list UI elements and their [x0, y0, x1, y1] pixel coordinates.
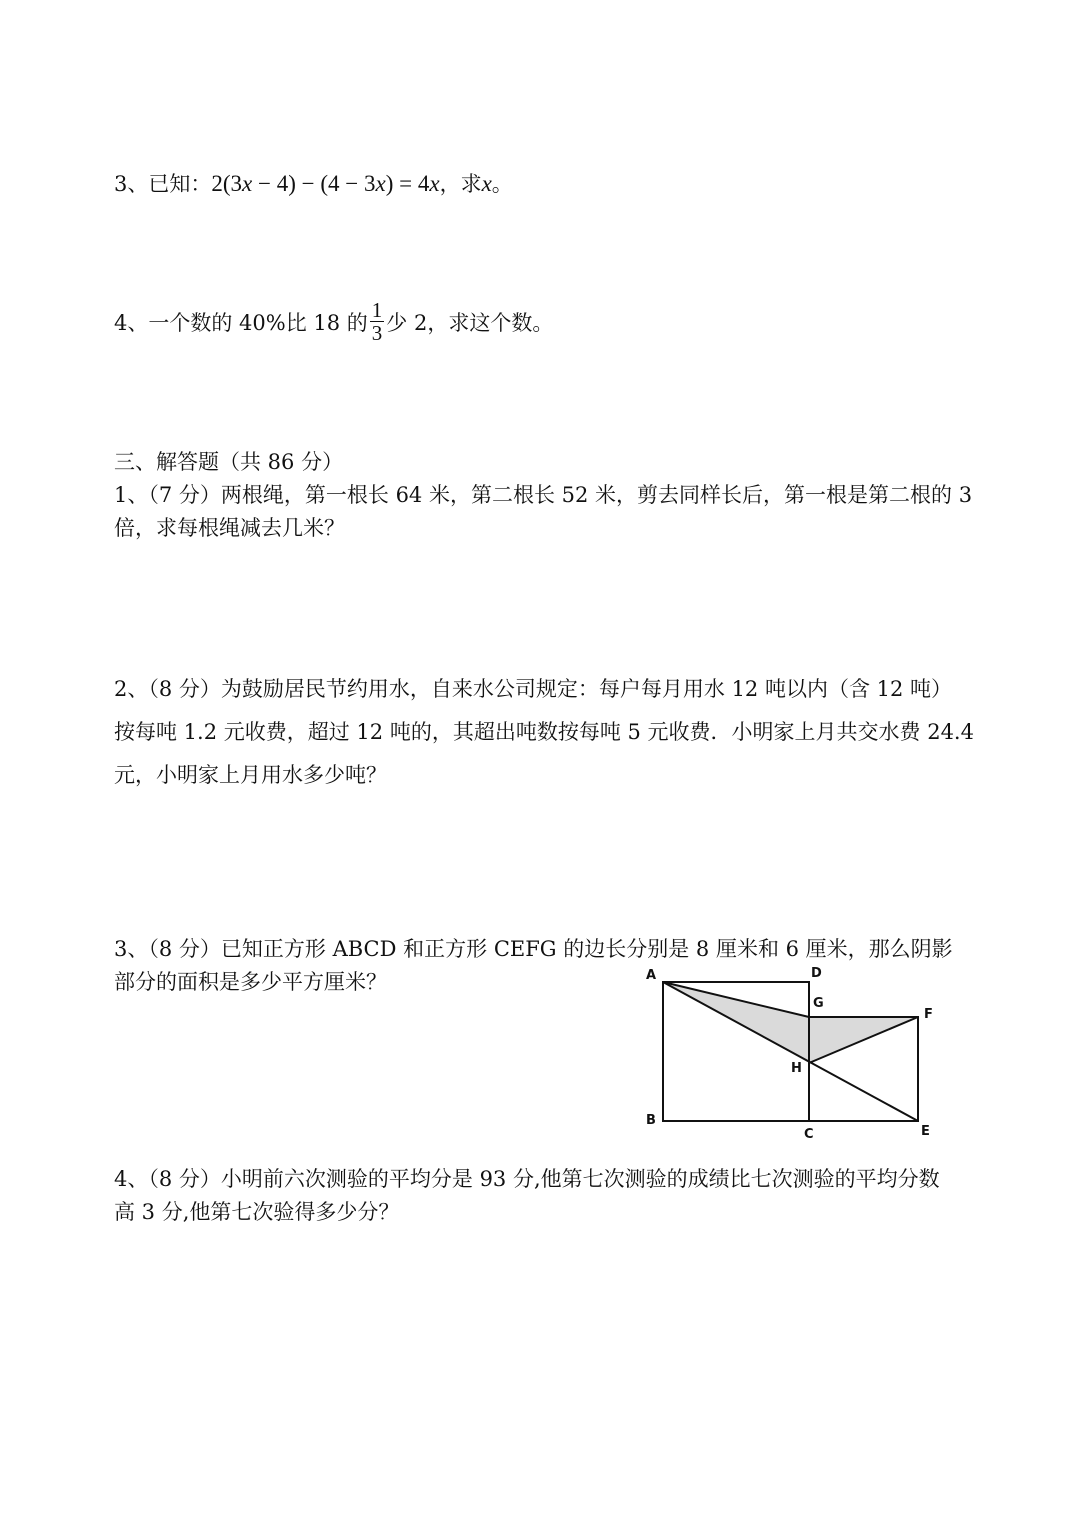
label-a: A — [646, 968, 657, 983]
variable-x: x — [242, 171, 253, 196]
question-3-4-line-2: 高 3 分,他第七次验得多少分？ — [114, 1200, 400, 1224]
label-b: B — [646, 1113, 656, 1128]
label-e: E — [921, 1124, 930, 1139]
question-2-3-prefix: 3、已知： — [114, 172, 212, 196]
label-c: C — [804, 1127, 814, 1142]
label-f: F — [924, 1007, 933, 1022]
question-3-2-line-3: 元，小明家上月用水多少吨？ — [114, 763, 387, 787]
variable-x: x — [375, 171, 386, 196]
section-header: 三、解答题（共 86 分） — [114, 450, 344, 474]
question-2-3 — [114, 170, 513, 198]
question-2-4-text-a: 4、一个数的 40%比 18 的 — [114, 311, 368, 335]
fraction-numerator: 1 — [371, 298, 383, 322]
label-h: H — [791, 1061, 802, 1076]
label-d: D — [811, 966, 822, 981]
question-2-4-text-b: 少 2，求这个数。 — [386, 311, 554, 335]
label-g: G — [813, 996, 824, 1011]
question-3-1-line-2: 倍，求每根绳减去几米？ — [114, 516, 345, 540]
question-3-2-line-2: 按每吨 1.2 元收费，超过 12 吨的，其超出吨数按每吨 5 元收费．小明家上月共交水费 24.4 — [114, 720, 974, 744]
equation-part: 2(3 — [211, 171, 243, 196]
fraction-denominator: 3 — [371, 321, 383, 345]
question-2-3-end: 。 — [491, 172, 513, 196]
geometry-figure — [636, 962, 956, 1142]
question-3-3-line-2: 部分的面积是多少平方厘米？ — [114, 970, 387, 994]
question-3-3-line-1: 3、（8 分）已知正方形 ABCD 和正方形 CEFG 的边长分别是 8 厘米和 6 厘米，那么阴影 — [114, 937, 953, 961]
question-2-3-ask: ，求 — [439, 172, 482, 196]
question-2-4 — [114, 298, 554, 347]
equation-part: − 4) − (4 − 3 — [252, 171, 376, 196]
fraction-one-third — [370, 299, 385, 344]
equation — [211, 171, 439, 196]
question-3-1-line-1: 1、（7 分）两根绳，第一根长 64 米，第二根长 52 米，剪去同样长后，第一根是第二根的 3 — [114, 483, 973, 507]
question-3-2-line-1: 2、（8 分）为鼓励居民节约用水，自来水公司规定：每户每月用水 12 吨以内（含 12 吨） — [114, 677, 953, 701]
question-3-4-line-1: 4、（8 分）小明前六次测验的平均分是 93 分,他第七次测验的成绩比七次测验的平均分数 — [114, 1167, 940, 1191]
line-ae — [663, 982, 918, 1121]
variable-x: x — [429, 171, 440, 196]
variable-x: x — [481, 171, 492, 196]
equation-part: ) = 4 — [385, 171, 430, 196]
